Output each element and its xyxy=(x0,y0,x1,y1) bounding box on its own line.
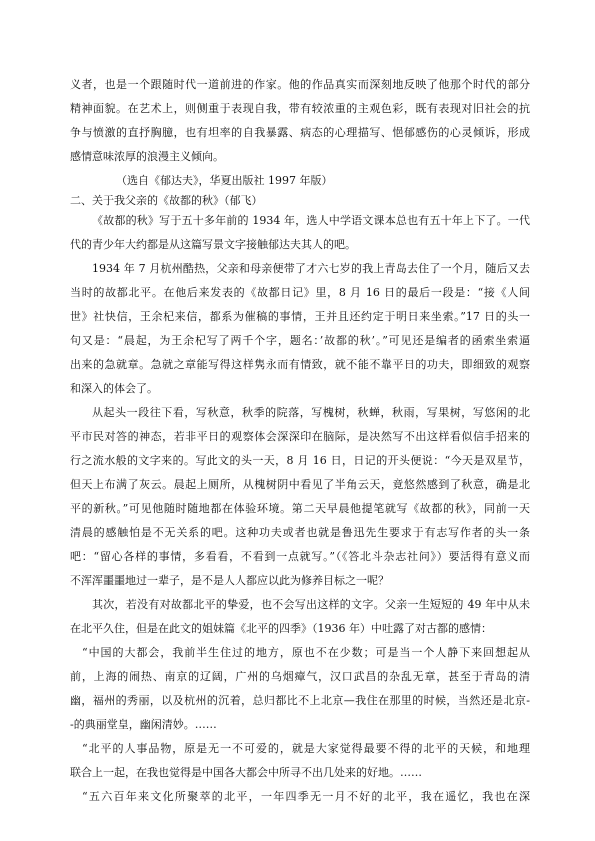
quote-line: 联合上一起，在我也觉得是中国各大都会中所寻不出几处来的好地。…… xyxy=(70,766,422,779)
body-text-line: 其次，若没有对故都北平的挚爱，也不会写出这样的文字。父亲一生短短的 49 年中从未 xyxy=(92,598,530,611)
body-text-line: 清晨的感触怕是不无关系的吧。这种功夫或者也就是鲁迅先生要求于有志写作者的头一条 xyxy=(70,526,530,539)
body-text-line: 当时的故都北平。在他后来发表的《故都日记》里，8 月 16 日的最后一段是：“接《人间 xyxy=(70,286,530,299)
body-text-line: 争与愤激的直抒胸臆，也有坦率的自我暴露、病态的心理描写、悒郁感伤的心灵倾诉，形成 xyxy=(70,126,530,139)
body-text-line: 世》社快信，王余杞来信，都系为催稿的事情，王并且还约定于明日来坐索。”17 日的头一 xyxy=(70,310,530,323)
quote-line: 幽，福州的秀丽，以及杭州的沉着，总归都比不上北京—我住在那里的时候，当然还是北京- xyxy=(70,694,530,707)
body-text-line: 《故都的秋》写于五十多年前的 1934 年，选人中学语文课本总也有五十年上下了。一代 xyxy=(92,214,530,227)
body-text-line: 吧：“留心各样的事情，多看看，不看到一点就写。”（《答北斗杂志社问》）要活得有意义而 xyxy=(70,550,530,563)
body-text-line: 句又是：“晨起，为王余杞写了两千个字，题名：’故都的秋’。”可见还是编者的函索坐索逼 xyxy=(70,334,530,347)
body-text-line: 不浑浑噩噩地过一辈子，是不是人人都应以此为修养目标之一呢？ xyxy=(70,574,389,587)
quote-line: “五六百年来文化所聚萃的北平，一年四季无一月不好的北平，我在遥忆，我也在深 xyxy=(82,790,530,803)
quote-line: “北平的人事品物，原是无一不可爱的，就是大家觉得最要不得的北平的天候，和地理 xyxy=(82,742,530,755)
quote-line: -的典丽堂皇，幽闲清妙。…… xyxy=(70,718,217,731)
body-text-line: 义者，也是一个跟随时代一道前进的作家。他的作品真实而深刻地反映了他那个时代的部分 xyxy=(70,78,530,91)
body-text-line: 和深入的体会了。 xyxy=(70,382,158,395)
body-text-line: 在北平久住，但是在此文的姐妹篇《北平的四季》（1936 年）中吐露了对古都的感情： xyxy=(70,622,492,635)
body-text-line: 代的青少年大约都是从这篇写景文字接触郁达夫其人的吧。 xyxy=(70,238,356,251)
body-text-line: 但天上布满了灰云。晨起上厕所，从槐树阴中看见了半角云天，竟悠然感到了秋意，确是北 xyxy=(70,478,530,491)
body-text-line: 感情意味浓厚的浪漫主义倾向。 xyxy=(70,150,224,163)
body-text-line: 出来的急就章。急就之章能写得这样隽永而有情致，就不能不靠平日的功夫，即细致的观察 xyxy=(70,358,530,371)
body-text-line: 1934 年 7 月杭州酷热，父亲和母亲便带了才六七岁的我上青岛去住了一个月，随后又去 xyxy=(92,262,530,275)
body-text-line: 平的新秋。”可见他随时随地都在体验环境。第二天早晨他提笔就写《故都的秋》，同前一天 xyxy=(70,502,530,515)
body-text-line: 平市民对答的神态，若非平日的观察体会深深印在脑际，是决然写不出这样看似信手招来的 xyxy=(70,430,530,443)
quote-line: 前，上海的闹热、南京的辽阔，广州的乌烟瘴气，汉口武昌的杂乱无章，甚至于青岛的清 xyxy=(70,670,530,683)
body-text-line: 从起头一段往下看，写秋意，秋季的院落，写槐树，秋蝉，秋雨，写果树，写悠闲的北 xyxy=(92,406,530,419)
quote-line: “中国的大都会，我前半生住过的地方，原也不在少数；可是当一个人静下来回想起从 xyxy=(82,646,530,659)
body-text-line: 行之流水般的文字来的。写此文的头一天，8 月 16 日，日记的开头便说：“今天是双星节， xyxy=(70,454,530,467)
source-citation: （选自《郁达夫》，华夏出版社 1997 年版） xyxy=(116,174,333,187)
section-heading: 二、关于我父亲的《故都的秋》（郁飞） xyxy=(70,194,263,207)
body-text-line: 精神面貌。在艺术上，则侧重于表现自我，带有较浓重的主观色彩，既有表现对旧社会的抗 xyxy=(70,102,530,115)
